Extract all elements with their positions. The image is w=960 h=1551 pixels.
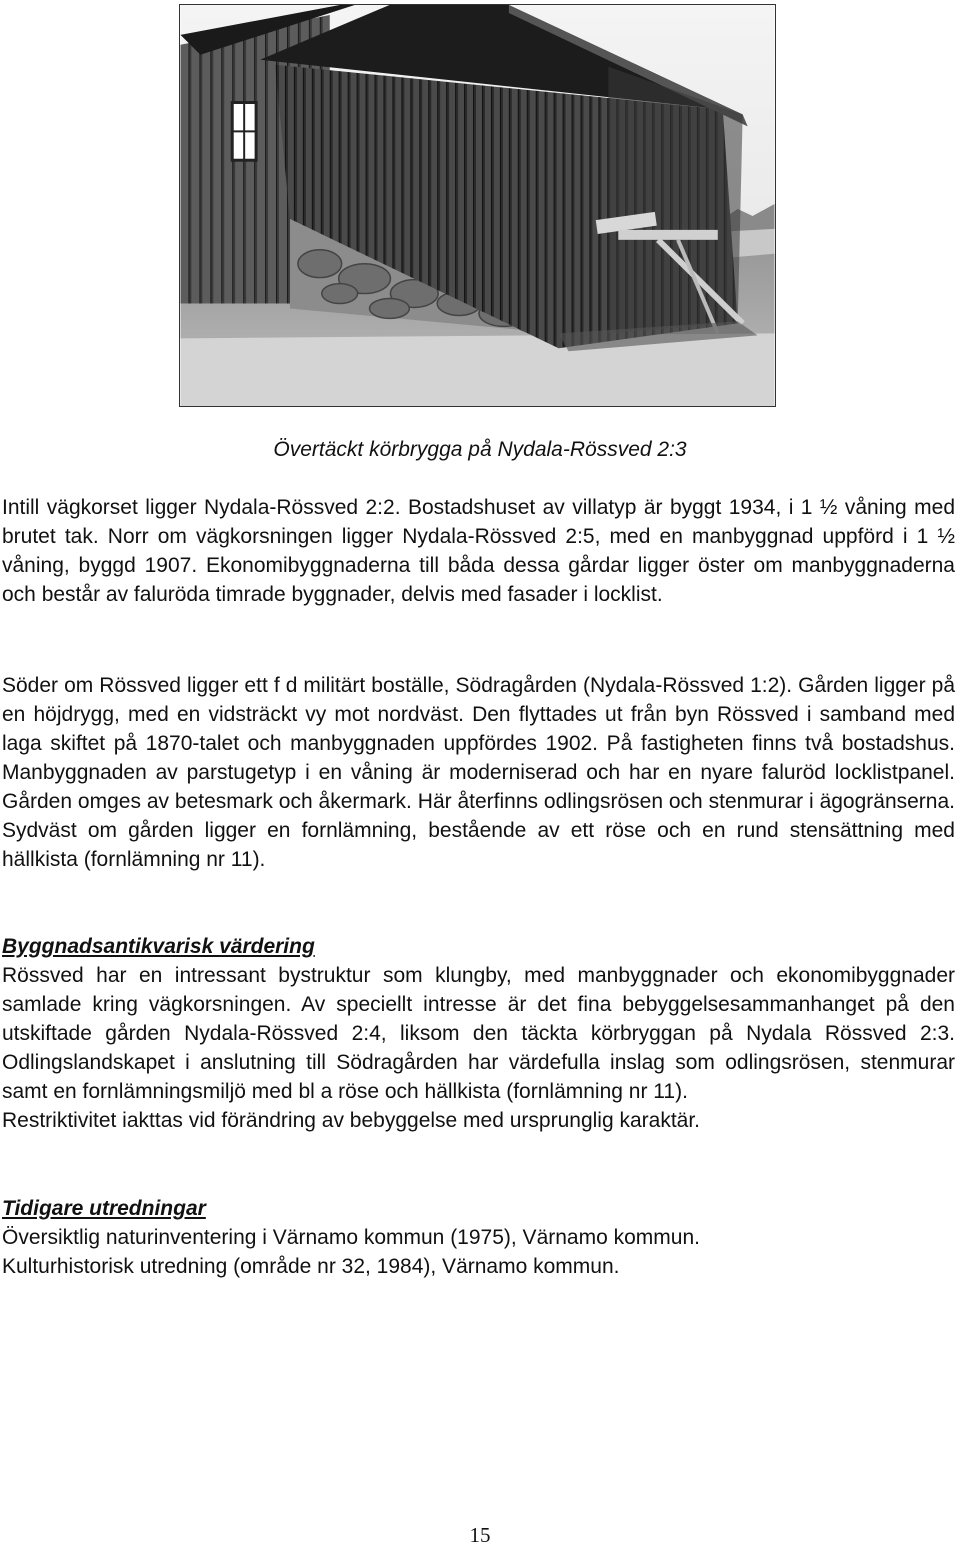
body-paragraph-2: [2, 671, 955, 874]
valuation-restriction: Restriktivitet iakttas vid förändring av bebyggelse med ursprunglig karaktär.: [2, 1109, 701, 1132]
photo-caption: Övertäckt körbrygga på Nydala-Rössved 2:3: [273, 438, 687, 461]
covered-ramp-barn-image: [180, 5, 775, 406]
valuation-text: Rössved har en intressant bystruktur som klungby, med manbyggnader och ekonomibyggnader samlade kring vägkorsningen. Av speciellt intresse är det fina bebyggelsesammanhanget på den utskiftade gården Nydala-Rössved 2:4, liksom den täckta körbryggan på Nydala Rössved 2:3. Odlingslandskapet i anslutning till Södragården har värdefulla inslag som odlingsrösen, stenmurar samt en fornlämningsmiljö med bl a röse och hällkista (fornlämning nr 11).: [2, 964, 955, 1103]
previous-study-item: Översiktlig naturinventering i Värnamo kommun (1975), Värnamo kommun.: [2, 1226, 700, 1249]
previous-studies-section: [2, 1194, 955, 1281]
valuation-heading: Byggnadsantikvarisk värdering: [2, 935, 315, 958]
body-paragraph-1: [2, 493, 955, 609]
page-number: 15: [469, 1523, 491, 1547]
previous-studies-heading: Tidigare utredningar: [2, 1197, 206, 1220]
previous-study-item: Kulturhistorisk utredning (område nr 32, 1984), Värnamo kommun.: [2, 1255, 620, 1278]
paragraph-text: Intill vägkorset ligger Nydala-Rössved 2:2. Bostadshuset av villatyp är byggt 1934, i 1 ½ våning med brutet tak. Norr om vägkorsningen ligger Nydala-Rössved 2:5, med en manbyggnad uppförd i 1 ½ våning, byggd 1907. Ekonomibyggnaderna till båda dessa gårdar ligger öster om manbyggnaderna och består av faluröda timrade byggnader, delvis med fasader i locklist.: [2, 496, 955, 606]
barn-photo: [179, 4, 776, 407]
valuation-section: [2, 932, 955, 1135]
paragraph-text: Söder om Rössved ligger ett f d militärt boställe, Södragården (Nydala-Rössved 1:2). Gården ligger på en höjdrygg, med en vidsträckt vy mot nordväst. Den flyttades ut från byn Rössved i samband med laga skiftet på 1870-talet och manbyggnaden uppfördes 1902. På fastigheten finns två bostadshus. Manbyggnaden av parstugetyp i en våning är moderniserad och har en nyare faluröd locklistpanel. Gården omges av betesmark och åkermark. Här återfinns odlingsrösen och stenmurar i ägogränserna. Sydväst om gården ligger en fornlämning, bestående av ett röse och en rund stensättning med hällkista (fornlämning nr 11).: [2, 674, 955, 871]
